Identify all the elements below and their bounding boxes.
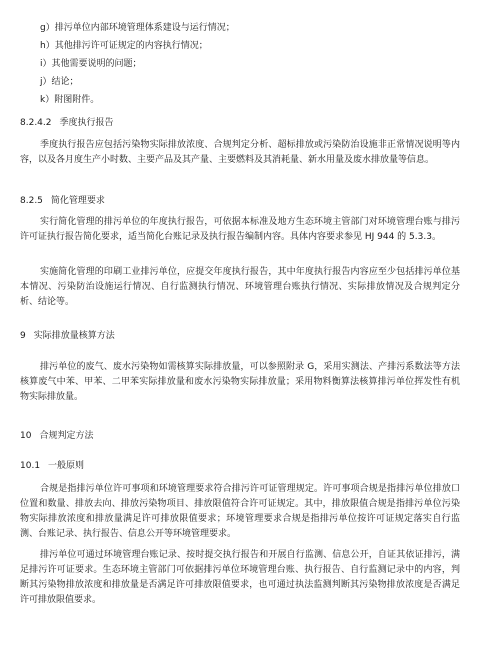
heading-number: 8.2.4.2 (20, 118, 52, 128)
heading-number: 8.2.5 (20, 196, 43, 206)
heading-title: 一般原则 (48, 461, 85, 471)
heading-title: 简化管理要求 (50, 196, 105, 206)
heading-10 (20, 431, 93, 442)
paragraph-actual-emission: 排污单位的废气、废水污染物如需核算实际排放量，可以参照附录 G，采用实测法、产排污系数法等方法核算废气中苯、甲苯、二甲苯实际排放量和废水污染物实际排放量；采用物料衡算法核算排污单位挥发性有机物实际排放量。 (20, 362, 460, 402)
heading-title: 季度执行报告 (59, 118, 114, 128)
list-item-h: h）其他排污许可证规定的内容执行情况； (40, 41, 208, 51)
heading-8-2-4-2 (20, 118, 114, 129)
paragraph-general-principle-1: 合规是指排污单位许可事项和环境管理要求符合排污许可证管理规定。许可事项合规是指排污单位排放口位置和数量、排放去向、排放污染物项目、排放限值符合许可证规定。其中，排放限值合规是指排污单位污染物实际排放浓度和排放量满足许可排放限值要求；环境管理要求合规是指排污单位按许可证规定落实自行监测、台账记录、执行报告、信息公开等环境管理要求。 (20, 484, 460, 539)
heading-number: 10.1 (20, 461, 41, 471)
paragraph-general-principle-2: 排污单位可通过环境管理台账记录、按时提交执行报告和开展自行监测、信息公开，自证其依证排污，满足排污许可证要求。生态环境主管部门可依据排污单位环境管理台账、执行报告、自行监测记录中的内容，判断其污染物排放浓度和排放量是否满足许可排放限值要求，也可通过执法监测判断其污染物排放浓度是否满足许可排放限值要求。 (20, 550, 460, 605)
list-item-g: g）排污单位内部环境管理体系建设与运行情况； (40, 23, 235, 33)
heading-number: 9 (20, 331, 26, 341)
heading-title: 合规判定方法 (39, 431, 94, 441)
list-item-j: j）结论； (40, 77, 79, 87)
list-item-i: i）其他需要说明的问题； (40, 59, 142, 69)
list-item-k: k）附图附件。 (40, 95, 100, 105)
paragraph-simplified-1: 实行简化管理的排污单位的年度执行报告，可依据本标准及地方生态环境主管部门对环境管理台账与排污许可证执行报告简化要求，适当简化台账记录及执行报告编制内容。具体内容要求参见 HJ 944 的 5.3.3。 (20, 217, 460, 242)
heading-8-2-5 (20, 196, 105, 207)
heading-number: 10 (20, 431, 32, 441)
paragraph-simplified-2: 实施简化管理的印刷工业排污单位，应提交年度执行报告，其中年度执行报告内容应至少包括排污单位基本情况、污染防治设施运行情况、自行监测执行情况、环境管理台账执行情况、实际排放情况及合规判定分析、结论等。 (20, 267, 460, 307)
heading-10-1 (20, 461, 84, 472)
paragraph-quarterly-report: 季度执行报告应包括污染物实际排放浓度、合规判定分析、超标排放或污染防治设施非正常情况说明等内容，以及各月度生产小时数、主要产品及其产量、主要燃料及其消耗量、新水用量及废水排放量等信息。 (20, 140, 460, 165)
heading-9 (20, 331, 115, 342)
heading-title: 实际排放量核算方法 (33, 331, 115, 341)
